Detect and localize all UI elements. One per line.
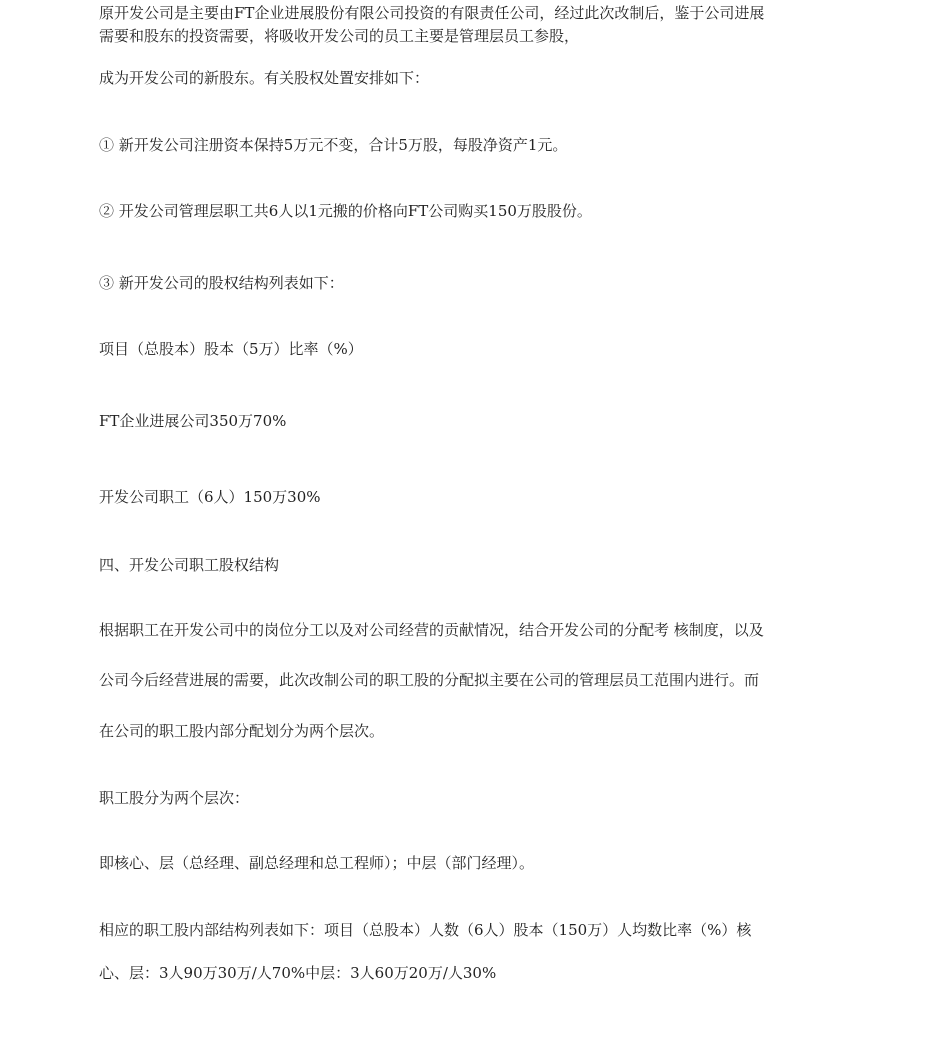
intro-line-3: 成为开发公司的新股东。有关股权处置安排如下： [99,69,430,87]
intro-line-2: 需要和股东的投资需要，将吸收开发公司的员工主要是管理层员工参股， [99,27,580,45]
paragraph-line: 在公司的职工股内部分配划分为两个层次。 [99,722,385,740]
ownership-table-header: 项目（总股本）股本（5万）比率（%） [99,340,363,358]
list-item-3: ③ 新开发公司的股权结构列表如下： [99,274,344,292]
ownership-table-row: FT企业进展公司350万70% [99,412,287,430]
intro-line-1: 原开发公司是主要由FT企业进展股份有限公司投资的有限责任公司，经过此次改制后，鉴于公司进展 [99,4,765,22]
internal-structure-line: 相应的职工股内部结构列表如下：项目（总股本）人数（6人）股本（150万）人均数比率（%）核 [99,921,752,939]
paragraph-line: 根据职工在开发公司中的岗位分工以及对公司经营的贡献情况，结合开发公司的分配考 核制度，以及 [99,621,764,639]
paragraph-line: 公司今后经营进展的需要，此次改制公司的职工股的分配拟主要在公司的管理层员工范围内进行。而 [99,671,760,689]
tiers-intro: 职工股分为两个层次： [99,789,250,807]
tiers-detail: 即核心、层（总经理、副总经理和总工程师）；中层（部门经理）。 [99,854,535,872]
list-item-2: ② 开发公司管理层职工共6人以1元搬的价格向FT公司购买150万股股份。 [99,202,592,220]
internal-structure-line: 心、层：3人90万30万/人70%中层：3人60万20万/人30% [99,964,497,982]
section-heading: 四、开发公司职工股权结构 [99,556,280,574]
list-item-1: ① 新开发公司注册资本保持5万元不变，合计5万股，每股净资产1元。 [99,136,568,154]
ownership-table-row: 开发公司职工（6人）150万30% [99,488,321,506]
